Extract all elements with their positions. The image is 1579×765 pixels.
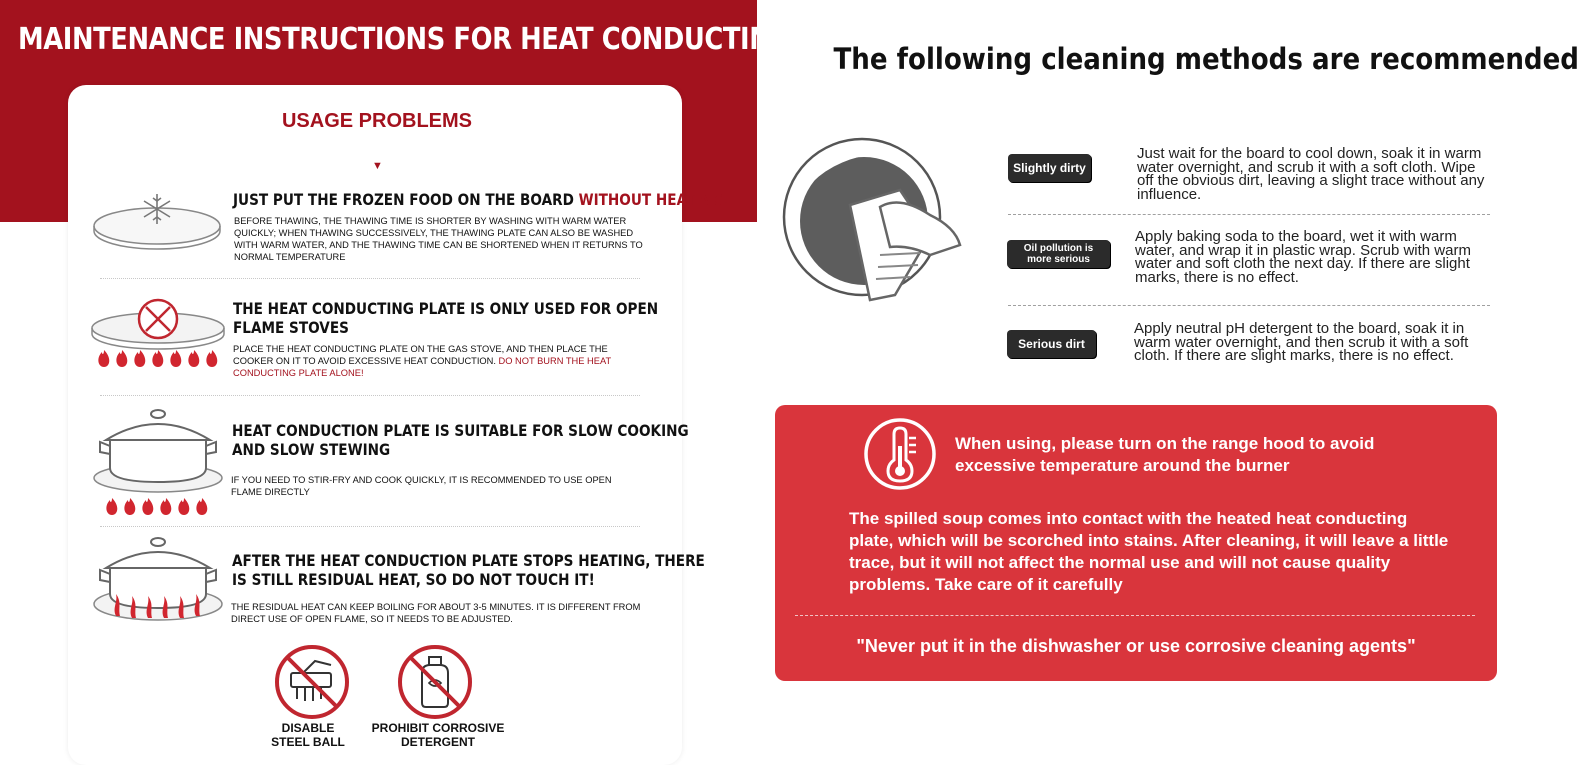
warning-text: When using, please turn on the range hood to avoid excessive temperature around the burner <box>955 434 1375 475</box>
divider <box>100 278 640 279</box>
item-description: PLACE THE HEAT CONDUCTING PLATE ON THE GAS STOVE, AND THEN PLACE THE COOKER ON IT TO AVOID EXCESSIVE HEAT CONDUCTION. DO NOT BURN THE HEAT CONDUCTING PLATE ALONE! <box>233 344 611 378</box>
item-description: THE RESIDUAL HEAT CAN KEEP BOILING FOR ABOUT 3-5 MINUTES. IT IS DIFFERENT FROM DIRECT USE OF OPEN FLAME, SO IT NEEDS TO BE ADJUSTED. <box>231 602 641 624</box>
item-description: IF YOU NEED TO STIR-FRY AND COOK QUICKLY, IT IS RECOMMENDED TO USE OPEN FLAME DIRECTLY <box>231 475 612 497</box>
item-heading: THE HEAT CONDUCTING PLATE IS ONLY USED FOR OPEN FLAME STOVES <box>233 299 659 337</box>
no-detergent-icon <box>396 643 474 721</box>
spill-notice: The spilled soup comes into contact with the heated heat conducting plate, which will be scorched into stains. After cleaning, it will leave a little trace, but it will not affect the normal use and will not cause quality problems. Take care of it carefully <box>849 509 1449 594</box>
method-text: Apply baking soda to the board, wet it with warm water, and wrap it in plastic wrap. Scrub with warm water and soft cloth the next day. If there are slight marks, there is no effect. <box>1135 228 1471 286</box>
badge-serious-dirt: Serious dirt <box>1007 330 1096 358</box>
page-title: MAINTENANCE INSTRUCTIONS FOR HEAT CONDUCTING PLATE <box>18 22 887 57</box>
divider <box>100 526 640 527</box>
divider <box>1008 305 1490 306</box>
flame-icon <box>106 498 207 515</box>
item-heading: JUST PUT THE FROZEN FOOD ON THE BOARD WITHOUT HEATING! <box>233 190 730 209</box>
cleaning-title: The following cleaning methods are recommended <box>833 42 1579 76</box>
method-text: Just wait for the board to cool down, soak it in warm water overnight, and scrub it with a soft cloth. Wipe off the obvious dirt, leaving a slight trace without any influence. <box>1137 145 1485 203</box>
divider <box>1008 214 1490 215</box>
wiping-plate-icon <box>780 135 970 310</box>
flame-icon <box>98 350 217 367</box>
frozen-plate-icon <box>90 190 225 250</box>
never-dishwasher-note: "Never put it in the dishwasher or use corrosive cleaning agents" <box>856 636 1416 656</box>
item-description: BEFORE THAWING, THE THAWING TIME IS SHORTER BY WASHING WITH WARM WATER QUICKLY; WHEN THAWING SUCCESSIVELY, THE THAWING PLATE CAN ALSO BE WASHED WITH WARM WATER, AND THE THAWING TIME CAN BE SHORTENED WHEN IT RETURNS TO NORMAL TEMPERATURE <box>234 216 643 262</box>
badge-oil-pollution: Oil pollution is more serious <box>1007 240 1110 268</box>
item-heading: HEAT CONDUCTION PLATE IS SUITABLE FOR SLOW COOKING AND SLOW STEWING <box>232 421 689 459</box>
open-flame-plate-icon <box>88 292 228 372</box>
section-title: USAGE PROBLEMS <box>281 110 473 132</box>
no-steel-ball-icon <box>273 643 351 721</box>
item-heading: AFTER THE HEAT CONDUCTION PLATE STOPS HEATING, THERE IS STILL RESIDUAL HEAT, SO DO NOT TOUCH IT! <box>232 551 705 589</box>
divider <box>795 615 1475 616</box>
badge-slightly-dirty: Slightly dirty <box>1008 154 1091 182</box>
residual-heat-pot-icon <box>88 532 228 632</box>
method-text: Apply neutral pH detergent to the board, soak it in warm water overnight, and then scrub it with a soft cloth. If there are slight marks, there is no effect. <box>1134 320 1469 364</box>
thermometer-icon <box>862 416 938 492</box>
slow-cook-pot-icon <box>88 400 228 520</box>
divider <box>100 395 640 396</box>
arrow-down-icon: ▼ <box>372 160 383 172</box>
prohibit-label: DISABLE STEEL BALL <box>271 721 345 749</box>
prohibit-label: PROHIBIT CORROSIVE DETERGENT <box>371 721 505 749</box>
